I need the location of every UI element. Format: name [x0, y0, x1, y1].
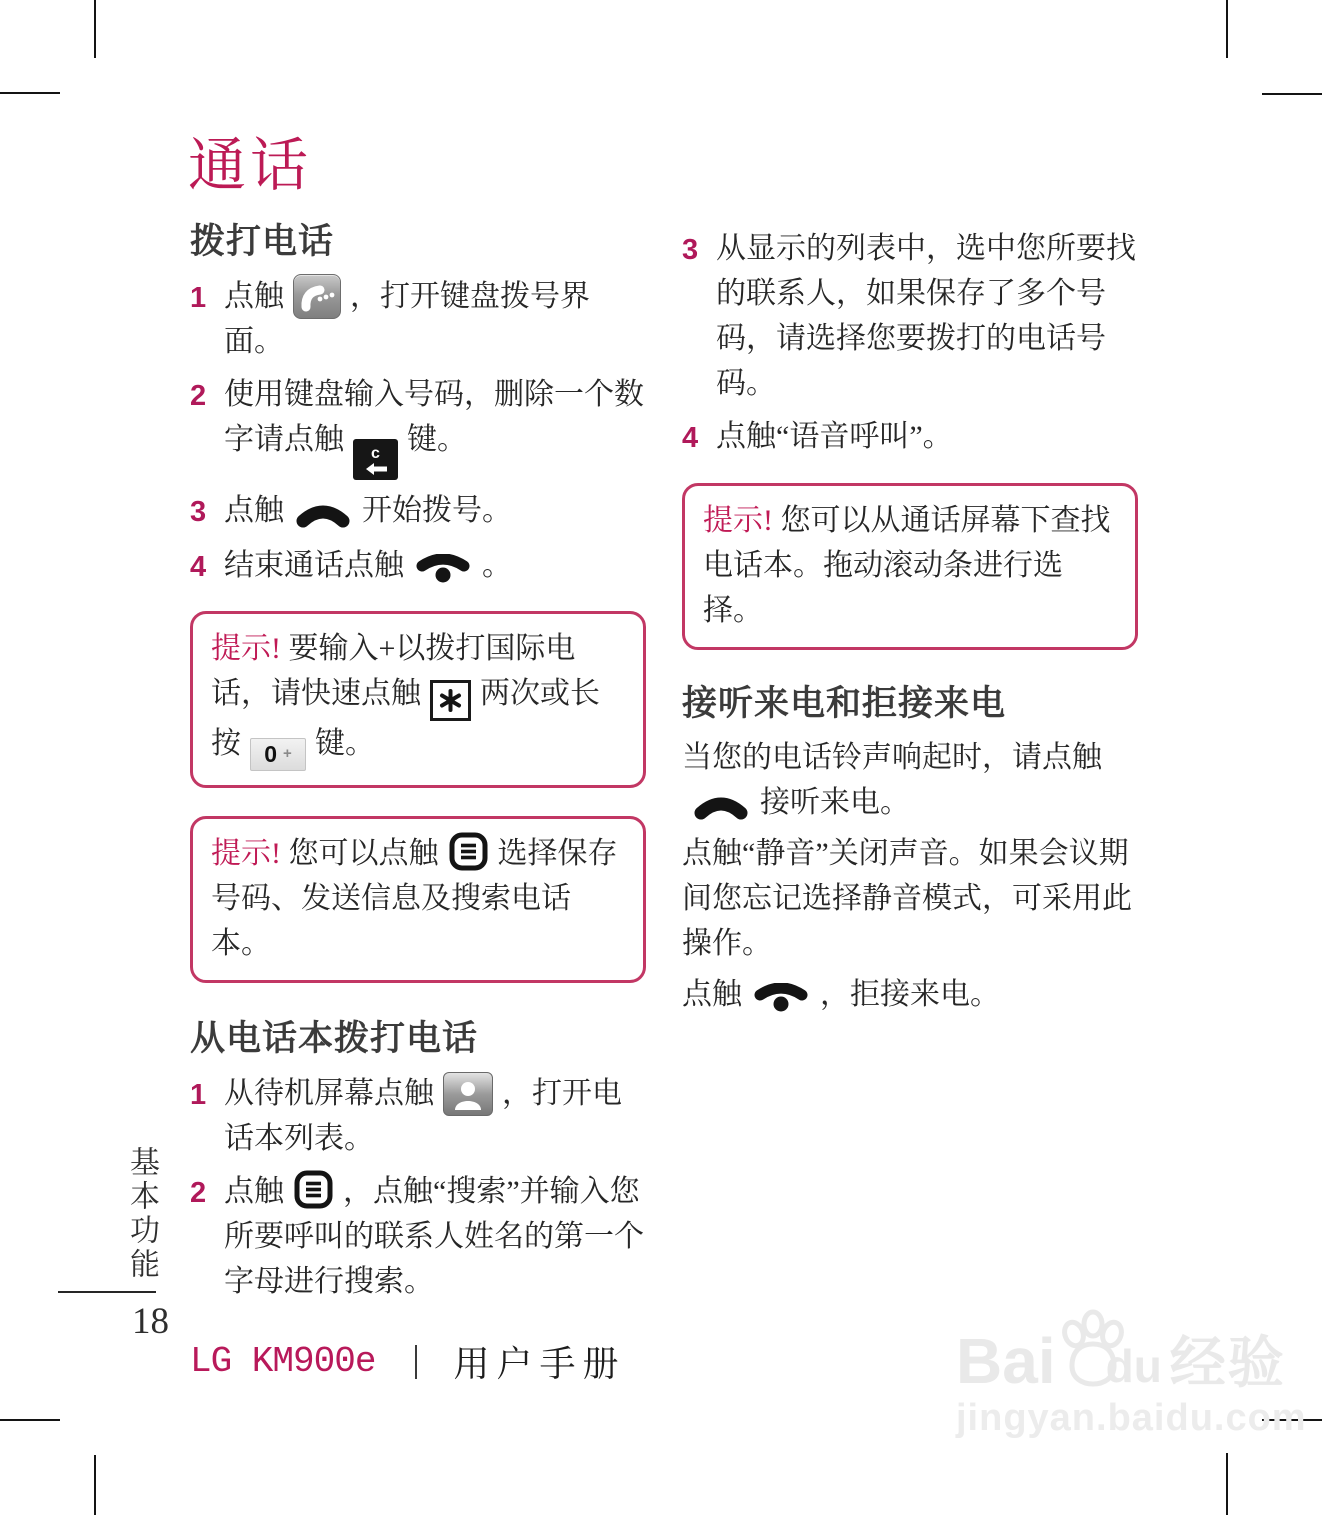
watermark-cn-text: 经验: [1169, 1331, 1286, 1394]
contacts-key-icon: [443, 1072, 493, 1116]
footer: [190, 1336, 625, 1387]
call-key-icon: [294, 503, 352, 529]
paragraph-segment: 点触: [682, 978, 742, 1012]
step-number: 4: [682, 422, 699, 454]
step-text-segment: 开始拨号。: [362, 494, 512, 528]
end-call-key-icon: [414, 554, 472, 584]
tip-text-segment: 键。: [315, 727, 375, 761]
tip-label: 提示!: [211, 632, 281, 666]
step-number: 4: [190, 550, 207, 583]
section-heading-answer-reject: 接听来电和拒接来电: [682, 683, 1007, 723]
clear-key-letter: c: [371, 444, 380, 462]
step-text-segment: 。: [482, 548, 512, 582]
step-item: [682, 414, 1138, 461]
step-text-segment: 点触: [224, 279, 284, 313]
step-text: [224, 274, 646, 364]
sidebar-rule: [58, 1291, 156, 1293]
sidebar-section-label: 基本功能: [125, 1146, 158, 1282]
step-text: [224, 372, 646, 481]
step-text-segment: 从待机屏幕点触: [224, 1076, 434, 1110]
step-text-segment: ，打开电话本列表。: [224, 1076, 622, 1155]
crop-mark-top-left-h: [0, 92, 60, 94]
tip-text-segment: 您可以从通话屏幕下查找电话本。拖动滚动条进行选择。: [703, 503, 1111, 627]
step-number: 1: [190, 281, 207, 314]
step-text-segment: 点触: [224, 1174, 284, 1208]
step-text: [224, 1071, 646, 1161]
footer-model-name: LG KM900e: [190, 1341, 376, 1382]
step-number: 2: [190, 379, 207, 412]
step-text-segment: ，点触“搜索”并输入您所要呼叫的联系人姓名的第一个字母进行搜索。: [224, 1174, 644, 1298]
step-item: [682, 226, 1138, 406]
crop-mark-top-left-v: [94, 0, 96, 58]
right-column: [682, 226, 1138, 1017]
step-number: 2: [190, 1176, 207, 1209]
step-text: [224, 543, 646, 590]
paragraph-segment: ，拒接来电。: [820, 978, 1000, 1012]
step-text-segment: 点触: [224, 494, 284, 528]
tip-box-scroll: [682, 483, 1138, 650]
step-text-segment: 结束通话点触: [224, 548, 404, 582]
plus-sign: +: [283, 745, 292, 763]
step-text: 从显示的列表中，选中您所要找的联系人，如果保存了多个号码，请选择您要拨打的电话号码。: [716, 232, 1136, 400]
tip-box-menu: [190, 816, 646, 983]
step-text: 点触“语音呼叫”。: [716, 420, 953, 453]
tip-text-segment: 要输入+以拨打国际电话，请快速点触: [211, 632, 576, 711]
call-key-icon: [692, 795, 750, 821]
step-number: 3: [682, 234, 699, 266]
menu-key-icon: [448, 831, 489, 872]
crop-mark-top-right-h: [1262, 93, 1322, 95]
section-heading-call-from-contacts: 从电话本拨打电话: [190, 1019, 479, 1058]
footer-divider: [415, 1345, 417, 1379]
step-text-segment: 使用键盘输入号码，删除一个数字请点触: [224, 377, 644, 456]
step-item: [190, 372, 646, 481]
step-text: [224, 488, 646, 535]
step-text: [224, 1169, 646, 1304]
watermark-url: jingyan.baidu.com: [956, 1397, 1307, 1439]
section-heading-make-call: 拨打电话: [190, 222, 335, 261]
left-column: [190, 220, 646, 1312]
crop-mark-top-right-v: [1226, 0, 1228, 58]
tip-label: 提示!: [703, 503, 773, 537]
step-number: 3: [190, 496, 207, 529]
tip-box-international: [190, 611, 646, 788]
crop-mark-bottom-left-v: [94, 1455, 96, 1515]
dialer-phone-icon: [293, 274, 341, 319]
step-item: [190, 543, 646, 590]
menu-key-icon: [293, 1169, 334, 1210]
tip-text-segment: 两次或长按: [211, 677, 600, 761]
end-call-key-icon: [752, 983, 810, 1013]
baidu-watermark-logo: [956, 1308, 1307, 1397]
paragraph-segment: 接听来电。: [760, 786, 910, 820]
tip-label: 提示!: [211, 837, 281, 870]
crop-mark-bottom-right-v: [1226, 1453, 1228, 1515]
step-item: [190, 488, 646, 535]
step-text-segment: 键。: [407, 422, 467, 456]
tip-text-segment: 选择保存号码、发送信息及搜索电话本。: [211, 837, 618, 960]
paragraph-reject: [682, 972, 1138, 1017]
step-item: [190, 1169, 646, 1304]
watermark-bai-text: Bai: [956, 1325, 1056, 1397]
watermark-du-text: du: [1105, 1340, 1162, 1392]
page-title: 通话: [188, 133, 313, 198]
tip-text-segment: 您可以点触: [288, 837, 439, 870]
clear-key-icon: [353, 439, 398, 480]
paragraph-answer: [682, 735, 1138, 825]
crop-mark-bottom-left-h: [0, 1419, 60, 1421]
step-item: [190, 1071, 646, 1161]
page-number: 18: [132, 1301, 169, 1342]
footer-manual-label: 用户手册: [453, 1344, 626, 1384]
paragraph-segment: 当您的电话铃声响起时，请点触: [682, 741, 1102, 775]
step-number: 1: [190, 1078, 207, 1111]
step-text-segment: ，打开键盘拨号界面。: [224, 279, 590, 358]
asterisk-key-icon: [430, 680, 471, 721]
baidu-watermark: [956, 1308, 1307, 1440]
step-item: [190, 274, 646, 364]
paragraph-mute: 点触“静音”关闭声音。如果会议期间您忘记选择静音模式，可采用此操作。: [682, 837, 1132, 961]
zero-plus-key-icon: [250, 738, 306, 771]
zero-key-digit: 0: [264, 741, 278, 768]
